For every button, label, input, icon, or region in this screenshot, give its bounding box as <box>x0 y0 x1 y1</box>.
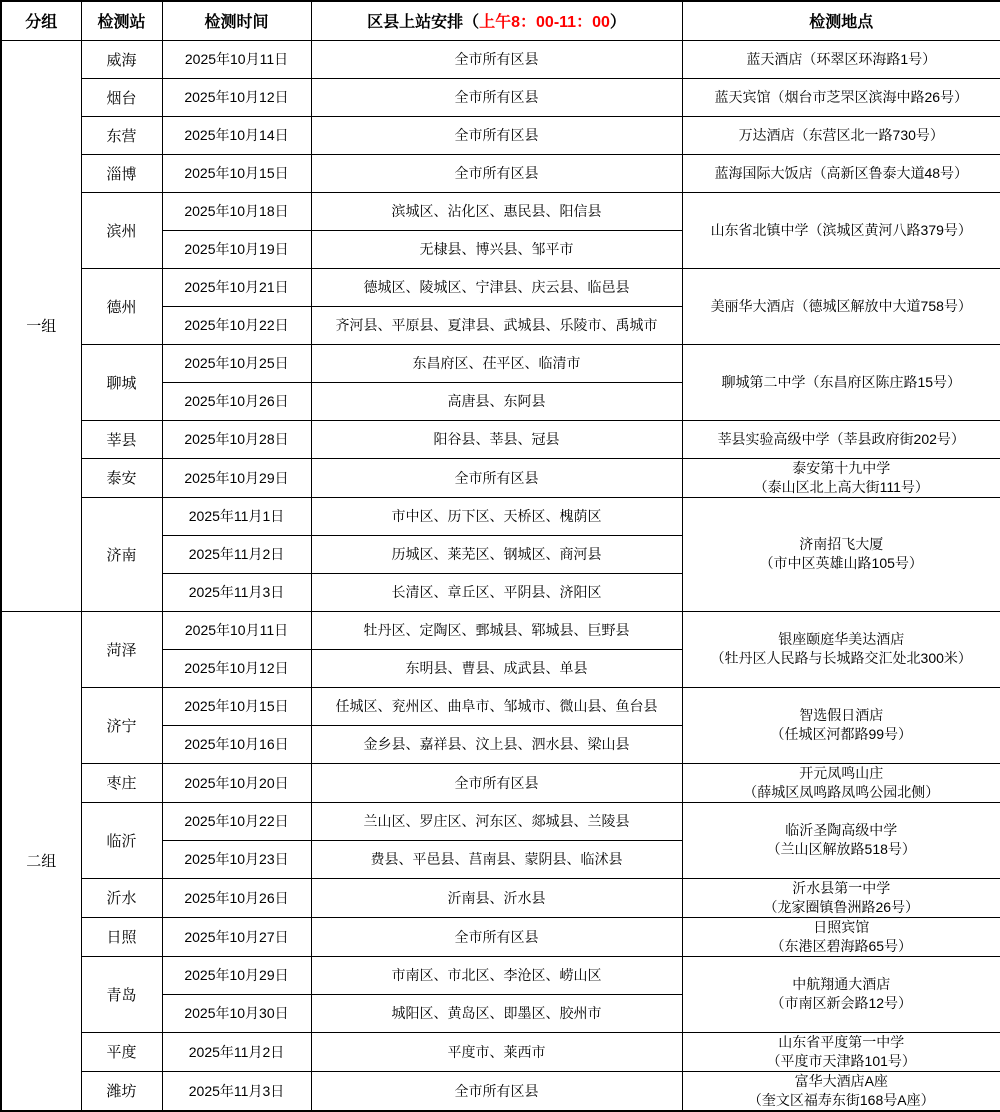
date-cell: 2025年10月15日 <box>162 154 311 192</box>
location-line: （薛城区凤鸣路凤鸣公园北侧） <box>743 783 940 800</box>
station-cell: 临沂 <box>81 802 162 878</box>
location-line: 莘县实验高级中学（莘县政府街202号） <box>717 430 965 447</box>
location-cell <box>682 192 1000 268</box>
location-cell <box>682 344 1000 420</box>
location-cell <box>682 687 1000 763</box>
districts-cell: 长清区、章丘区、平阴县、济阳区 <box>311 573 682 611</box>
districts-cell: 历城区、莱芜区、钢城区、商河县 <box>311 535 682 573</box>
districts-cell: 全市所有区县 <box>311 40 682 78</box>
date-cell: 2025年10月25日 <box>162 344 311 382</box>
districts-cell: 市中区、历下区、天桥区、槐荫区 <box>311 497 682 535</box>
table-row <box>1 611 1000 649</box>
districts-cell: 金乡县、嘉祥县、汶上县、泗水县、梁山县 <box>311 725 682 763</box>
header-row <box>1 1 1000 40</box>
table-row <box>1 763 1000 802</box>
station-cell: 威海 <box>81 40 162 78</box>
table-row <box>1 878 1000 917</box>
date-cell: 2025年10月21日 <box>162 268 311 306</box>
table-row <box>1 192 1000 230</box>
table-row <box>1 917 1000 956</box>
station-cell: 沂水 <box>81 878 162 917</box>
location-cell <box>682 611 1000 687</box>
districts-cell: 全市所有区县 <box>311 116 682 154</box>
station-cell: 青岛 <box>81 956 162 1032</box>
station-cell: 淄博 <box>81 154 162 192</box>
date-cell: 2025年10月16日 <box>162 725 311 763</box>
districts-cell: 费县、平邑县、莒南县、蒙阴县、临沭县 <box>311 840 682 878</box>
header-station: 检测站 <box>81 1 162 40</box>
station-cell: 莘县 <box>81 420 162 458</box>
table-row <box>1 687 1000 725</box>
location-cell <box>682 763 1000 802</box>
districts-cell: 兰山区、罗庄区、河东区、郯城县、兰陵县 <box>311 802 682 840</box>
districts-cell: 沂南县、沂水县 <box>311 878 682 917</box>
station-cell: 德州 <box>81 268 162 344</box>
date-cell: 2025年10月28日 <box>162 420 311 458</box>
table-row <box>1 268 1000 306</box>
location-line: 开元凤鸣山庄 <box>799 764 884 781</box>
date-cell: 2025年10月23日 <box>162 840 311 878</box>
districts-cell: 滨城区、沾化区、惠民县、阳信县 <box>311 192 682 230</box>
date-cell: 2025年10月22日 <box>162 306 311 344</box>
districts-cell: 城阳区、黄岛区、即墨区、胶州市 <box>311 994 682 1032</box>
station-cell: 泰安 <box>81 458 162 497</box>
header-time: 检测时间 <box>162 1 311 40</box>
location-line: 山东省平度第一中学 <box>778 1033 905 1050</box>
table-row <box>1 344 1000 382</box>
districts-cell: 全市所有区县 <box>311 78 682 116</box>
location-cell <box>682 268 1000 344</box>
location-line: （奎文区福寿东街168号A座） <box>747 1091 935 1108</box>
districts-cell: 全市所有区县 <box>311 763 682 802</box>
date-cell: 2025年11月2日 <box>162 535 311 573</box>
districts-cell: 全市所有区县 <box>311 154 682 192</box>
date-cell: 2025年10月19日 <box>162 230 311 268</box>
date-cell: 2025年10月27日 <box>162 917 311 956</box>
date-cell: 2025年10月26日 <box>162 878 311 917</box>
table-row <box>1 116 1000 154</box>
location-cell <box>682 78 1000 116</box>
table-row <box>1 78 1000 116</box>
date-cell: 2025年10月22日 <box>162 802 311 840</box>
districts-cell: 全市所有区县 <box>311 1071 682 1111</box>
location-line: 富华大酒店A座 <box>794 1072 888 1089</box>
location-line: （龙家圈镇鲁洲路26号） <box>763 898 920 915</box>
location-cell <box>682 1071 1000 1111</box>
group-cell: 一组 <box>1 40 81 611</box>
header-schedule <box>311 1 682 40</box>
station-cell: 平度 <box>81 1032 162 1071</box>
location-line: 美丽华大酒店（德城区解放中大道758号） <box>710 297 972 314</box>
location-line: 聊城第二中学（东昌府区陈庄路15号） <box>721 373 962 390</box>
location-line: 蓝天宾馆（烟台市芝罘区滨海中路26号） <box>714 88 969 105</box>
schedule-body <box>1 40 1000 1111</box>
location-cell <box>682 956 1000 1032</box>
date-cell: 2025年10月11日 <box>162 40 311 78</box>
location-line: 沂水县第一中学 <box>792 879 891 896</box>
location-cell <box>682 917 1000 956</box>
location-cell <box>682 878 1000 917</box>
districts-cell: 全市所有区县 <box>311 458 682 497</box>
location-cell <box>682 154 1000 192</box>
header-schedule-suffix: ） <box>609 14 626 32</box>
date-cell: 2025年10月30日 <box>162 994 311 1032</box>
station-cell: 枣庄 <box>81 763 162 802</box>
station-cell: 菏泽 <box>81 611 162 687</box>
date-cell: 2025年10月29日 <box>162 956 311 994</box>
location-cell <box>682 497 1000 611</box>
location-line: （市中区英雄山路105号） <box>759 555 923 571</box>
location-cell <box>682 802 1000 878</box>
districts-cell: 平度市、莱西市 <box>311 1032 682 1071</box>
table-row <box>1 40 1000 78</box>
table-row <box>1 802 1000 840</box>
table-row <box>1 1071 1000 1111</box>
station-cell: 济南 <box>81 497 162 611</box>
date-cell: 2025年10月29日 <box>162 458 311 497</box>
group-cell: 二组 <box>1 611 81 1111</box>
location-line: 蓝天酒店（环翠区环海路1号） <box>746 50 937 67</box>
location-line: （市南区新会路12号） <box>770 995 913 1011</box>
location-line: 银座颐庭华美达酒店 <box>778 631 905 647</box>
location-line: （东港区碧海路65号） <box>770 937 913 954</box>
header-location: 检测地点 <box>682 1 1000 40</box>
date-cell: 2025年10月18日 <box>162 192 311 230</box>
date-cell: 2025年10月12日 <box>162 78 311 116</box>
table-row <box>1 497 1000 535</box>
station-cell: 东营 <box>81 116 162 154</box>
station-cell: 滨州 <box>81 192 162 268</box>
table-row <box>1 1032 1000 1071</box>
location-line: 万达酒店（东营区北一路730号） <box>738 126 944 143</box>
date-cell: 2025年11月3日 <box>162 573 311 611</box>
date-cell: 2025年11月2日 <box>162 1032 311 1071</box>
header-group: 分组 <box>1 1 81 40</box>
station-cell: 聊城 <box>81 344 162 420</box>
header-schedule-time: 上午8：00-11：00 <box>479 14 610 32</box>
districts-cell: 无棣县、博兴县、邹平市 <box>311 230 682 268</box>
location-line: 中航翔通大酒店 <box>792 976 891 992</box>
districts-cell: 齐河县、平原县、夏津县、武城县、乐陵市、禹城市 <box>311 306 682 344</box>
location-line: 济南招飞大厦 <box>799 536 884 552</box>
districts-cell: 全市所有区县 <box>311 917 682 956</box>
districts-cell: 东明县、曹县、成武县、单县 <box>311 649 682 687</box>
districts-cell: 德城区、陵城区、宁津县、庆云县、临邑县 <box>311 268 682 306</box>
date-cell: 2025年10月12日 <box>162 649 311 687</box>
table-row <box>1 420 1000 458</box>
location-line: （平度市天津路101号） <box>766 1052 916 1069</box>
station-cell: 烟台 <box>81 78 162 116</box>
table-row <box>1 956 1000 994</box>
districts-cell: 东昌府区、茌平区、临清市 <box>311 344 682 382</box>
date-cell: 2025年10月20日 <box>162 763 311 802</box>
location-line: （任城区河都路99号） <box>770 726 913 742</box>
location-line: （兰山区解放路518号） <box>766 841 916 857</box>
location-cell <box>682 458 1000 497</box>
station-cell: 济宁 <box>81 687 162 763</box>
date-cell: 2025年11月3日 <box>162 1071 311 1111</box>
location-cell <box>682 116 1000 154</box>
districts-cell: 阳谷县、莘县、冠县 <box>311 420 682 458</box>
location-line: 泰安第十九中学 <box>792 459 891 476</box>
location-line: 日照宾馆 <box>813 918 870 935</box>
location-line: （牡丹区人民路与长城路交汇处北300米） <box>710 650 972 666</box>
date-cell: 2025年10月14日 <box>162 116 311 154</box>
location-line: 蓝海国际大饭店（高新区鲁泰大道48号） <box>714 164 969 181</box>
station-cell: 潍坊 <box>81 1071 162 1111</box>
location-line: 智选假日酒店 <box>799 707 884 723</box>
districts-cell: 市南区、市北区、李沧区、崂山区 <box>311 956 682 994</box>
location-cell <box>682 40 1000 78</box>
table-row <box>1 458 1000 497</box>
header-schedule-prefix: 区县上站安排（ <box>367 14 480 32</box>
districts-cell: 牡丹区、定陶区、鄄城县、郓城县、巨野县 <box>311 611 682 649</box>
location-cell <box>682 1032 1000 1071</box>
date-cell: 2025年11月1日 <box>162 497 311 535</box>
location-line: 山东省北镇中学（滨城区黄河八路379号） <box>710 221 972 238</box>
date-cell: 2025年10月11日 <box>162 611 311 649</box>
districts-cell: 任城区、兖州区、曲阜市、邹城市、微山县、鱼台县 <box>311 687 682 725</box>
location-cell <box>682 420 1000 458</box>
location-line: （泰山区北上高大街111号） <box>753 478 929 495</box>
table-row <box>1 154 1000 192</box>
date-cell: 2025年10月15日 <box>162 687 311 725</box>
station-cell: 日照 <box>81 917 162 956</box>
location-line: 临沂圣陶高级中学 <box>785 822 898 838</box>
districts-cell: 高唐县、东阿县 <box>311 382 682 420</box>
date-cell: 2025年10月26日 <box>162 382 311 420</box>
